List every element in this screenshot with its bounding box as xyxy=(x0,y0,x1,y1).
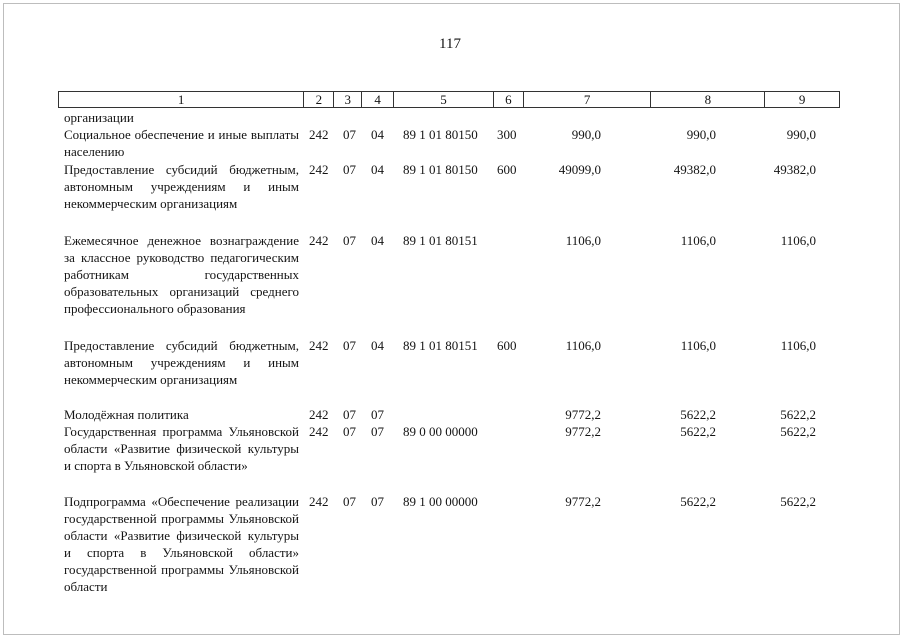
cell-col-9: 1106,0 xyxy=(780,338,816,353)
cell-vr: 600 xyxy=(497,162,517,177)
cell-col-8: 5622,2 xyxy=(680,424,716,439)
cell-ved: 242 xyxy=(309,127,329,142)
row-name: Ежемесячное денежное вознаграждение за классное руководство педагогическим работникам государственных образовательных организаций среднего профессионального образования xyxy=(64,233,299,316)
header-col-9: 9 xyxy=(798,92,806,107)
cell-podrazdel: 04 xyxy=(371,127,384,142)
cell-razdel: 07 xyxy=(343,338,356,353)
cell-col-9: 5622,2 xyxy=(780,424,816,439)
cell-razdel: 07 xyxy=(343,233,356,248)
row-name: Социальное обеспечение и иные выплаты населению xyxy=(64,127,299,159)
header-col-8: 8 xyxy=(651,92,765,107)
header-col-5: 5 xyxy=(394,92,494,107)
cell-col-9: 49382,0 xyxy=(773,162,816,177)
cell-col-7: 9772,2 xyxy=(565,424,601,439)
cell-podrazdel: 07 xyxy=(371,424,384,439)
cell-ved: 242 xyxy=(309,338,329,353)
cell-vr: 300 xyxy=(497,127,517,142)
header-col-7: 7 xyxy=(524,92,652,107)
cell-col-7: 9772,2 xyxy=(565,407,601,422)
cell-col-9: 5622,2 xyxy=(780,407,816,422)
header-col-4: 4 xyxy=(362,92,394,107)
row-name: Молодёжная политика xyxy=(64,407,189,422)
header-col-3: 3 xyxy=(334,92,362,107)
cell-col-7: 1106,0 xyxy=(565,338,601,353)
cell-col-9: 1106,0 xyxy=(780,233,816,248)
cell-col-8: 1106,0 xyxy=(680,233,716,248)
cell-csr: 89 1 01 80150 xyxy=(403,162,478,177)
cell-razdel: 07 xyxy=(343,494,356,509)
cell-col-7: 990,0 xyxy=(571,127,601,142)
header-col-1: 1 xyxy=(59,92,304,107)
cell-vr: 600 xyxy=(497,338,517,353)
row-name: Предоставление субсидий бюджетным, автономным учреждениям и иным некоммерческим организациям xyxy=(64,162,299,211)
cell-csr: 89 1 01 80150 xyxy=(403,127,478,142)
row-name: организации xyxy=(64,110,134,125)
cell-col-9: 990,0 xyxy=(786,127,816,142)
row-name: Государственная программа Ульяновской области «Развитие физической культуры и спорта в Ульяновской области» xyxy=(64,424,299,473)
cell-razdel: 07 xyxy=(343,407,356,422)
cell-ved: 242 xyxy=(309,162,329,177)
cell-ved: 242 xyxy=(309,233,329,248)
table-header xyxy=(58,91,840,108)
cell-podrazdel: 04 xyxy=(371,233,384,248)
cell-razdel: 07 xyxy=(343,127,356,142)
cell-podrazdel: 07 xyxy=(371,407,384,422)
cell-ved: 242 xyxy=(309,424,329,439)
cell-razdel: 07 xyxy=(343,424,356,439)
cell-podrazdel: 04 xyxy=(371,338,384,353)
cell-col-8: 990,0 xyxy=(686,127,716,142)
cell-ved: 242 xyxy=(309,407,329,422)
header-col-2: 2 xyxy=(304,92,334,107)
row-name: Предоставление субсидий бюджетным, автономным учреждениям и иным некоммерческим организациям xyxy=(64,338,299,387)
cell-csr: 89 1 01 80151 xyxy=(403,338,478,353)
cell-podrazdel: 04 xyxy=(371,162,384,177)
header-col-6: 6 xyxy=(494,92,524,107)
cell-podrazdel: 07 xyxy=(371,494,384,509)
cell-ved: 242 xyxy=(309,494,329,509)
cell-csr: 89 0 00 00000 xyxy=(403,424,478,439)
cell-col-7: 1106,0 xyxy=(565,233,601,248)
cell-col-8: 5622,2 xyxy=(680,407,716,422)
cell-col-9: 5622,2 xyxy=(780,494,816,509)
cell-razdel: 07 xyxy=(343,162,356,177)
cell-col-7: 49099,0 xyxy=(558,162,601,177)
row-name: Подпрограмма «Обеспечение реализации государственной программы Ульяновской области «Развитие физической культуры и спорта в Ульяновской области» государственной программы Ульяновской области xyxy=(64,494,299,594)
cell-csr: 89 1 01 80151 xyxy=(403,233,478,248)
cell-col-8: 1106,0 xyxy=(680,338,716,353)
cell-col-7: 9772,2 xyxy=(565,494,601,509)
cell-col-8: 49382,0 xyxy=(673,162,716,177)
cell-col-8: 5622,2 xyxy=(680,494,716,509)
page-number: 117 xyxy=(439,36,461,52)
cell-csr: 89 1 00 00000 xyxy=(403,494,478,509)
